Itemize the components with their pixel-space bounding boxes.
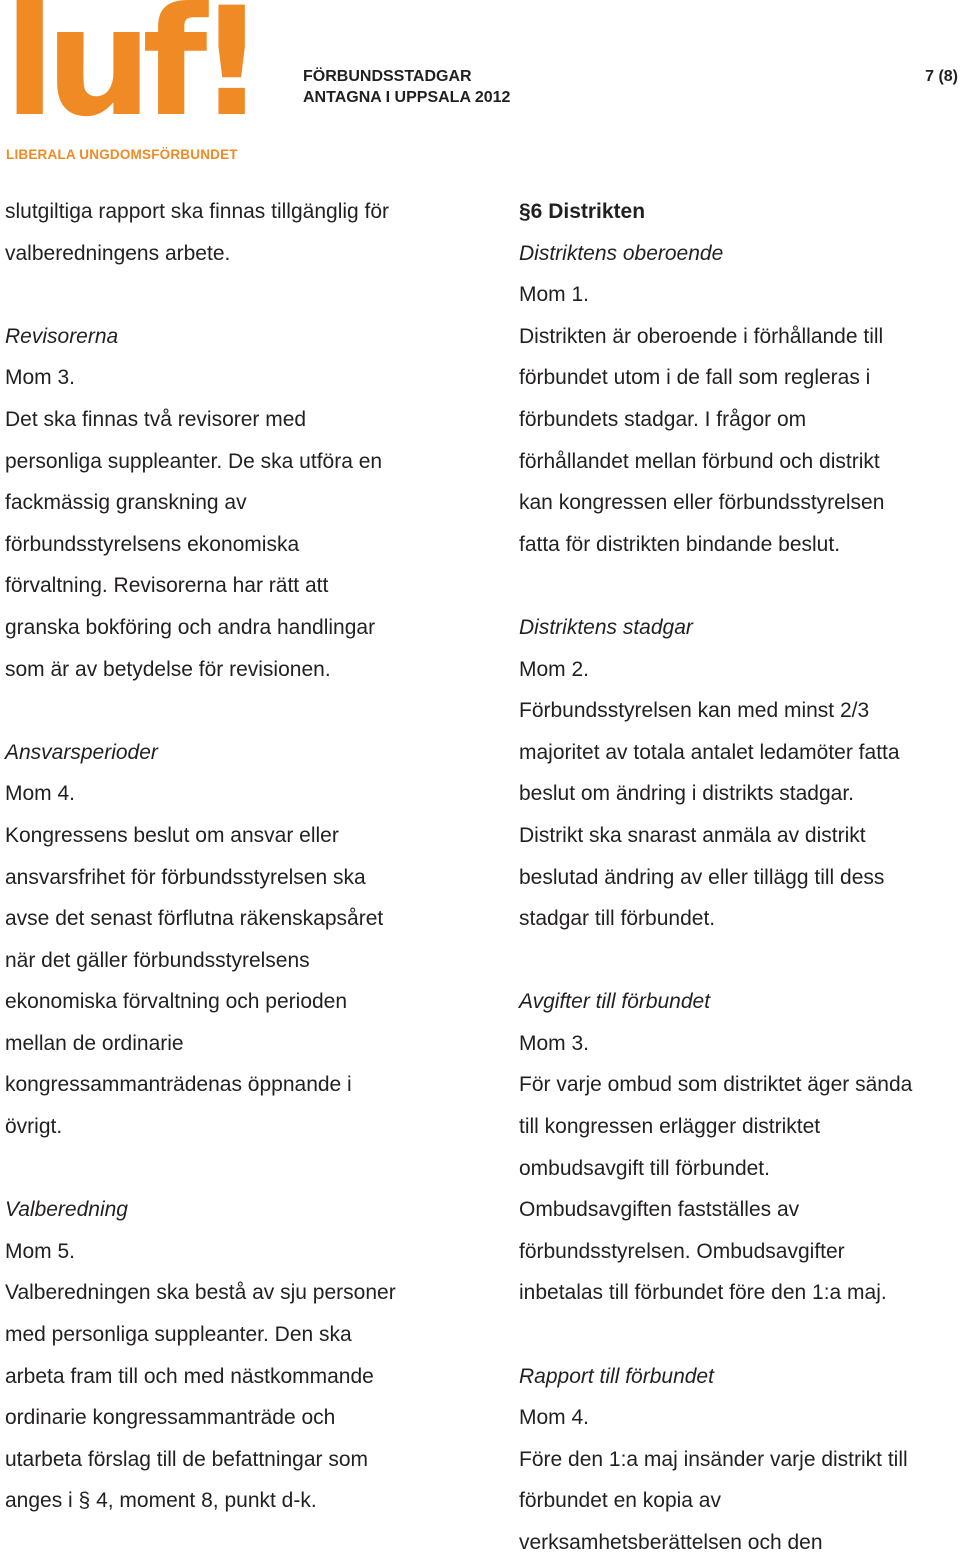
subheading-revisorerna: Revisorerna — [5, 324, 119, 348]
text-line: mellan de ordinarie — [5, 1031, 184, 1055]
text-line: verksamhetsberättelsen och den — [519, 1531, 823, 1554]
text-line: beslut om ändring i distrikts stadgar. — [519, 782, 854, 806]
subheading-avgifter: Avgifter till förbundet — [519, 990, 711, 1014]
text-line: beslutad ändring av eller tillägg till dess — [519, 865, 885, 889]
text-line: fatta för distrikten bindande beslut. — [519, 532, 841, 556]
text-line: utarbeta förslag till de befattningar som — [5, 1447, 369, 1471]
text-line: ombudsavgift till förbundet. — [519, 1156, 770, 1180]
text-line: övrigt. — [5, 1115, 63, 1139]
text-line: majoritet av totala antalet ledamöter fatta — [519, 740, 900, 764]
text-line: när det gäller förbundsstyrelsens — [5, 948, 310, 972]
text-line: Kongressens beslut om ansvar eller — [5, 823, 339, 847]
text-line: förbundet utom i de fall som regleras i — [519, 366, 871, 390]
document-title: FÖRBUNDSSTADGAR — [303, 68, 472, 85]
text-line: förbundsstyrelsens ekonomiska — [5, 532, 300, 556]
document-header — [303, 66, 510, 108]
text-line: Förbundsstyrelsen kan med minst 2/3 — [519, 699, 870, 723]
text-line: valberedningens arbete. — [5, 241, 231, 265]
text-line: ansvarsfrihet för förbundsstyrelsen ska — [5, 865, 366, 889]
subheading-valberedning: Valberedning — [5, 1198, 128, 1222]
text-line: stadgar till förbundet. — [519, 907, 716, 931]
text-line: kongressammanträdenas öppnande i — [5, 1073, 352, 1097]
section-heading: §6 Distrikten — [519, 200, 646, 223]
text-line: Det ska finnas två revisorer med — [5, 407, 307, 431]
text-line: slutgiltiga rapport ska finnas tillgänglig för — [5, 200, 390, 223]
text-line: som är av betydelse för revisionen. — [5, 657, 331, 681]
text-line: förhållandet mellan förbund och distrikt — [519, 449, 880, 473]
left-column — [5, 191, 475, 1522]
mom-label: Mom 5. — [5, 1239, 76, 1263]
text-line: förbundets stadgar. I frågor om — [519, 407, 807, 431]
text-line: fackmässig granskning av — [5, 491, 247, 515]
text-line: inbetalas till förbundet före den 1:a maj. — [519, 1281, 887, 1305]
mom-label: Mom 3. — [519, 1031, 590, 1055]
mom-label: Mom 2. — [519, 657, 590, 681]
text-line: förbundsstyrelsen. Ombudsavgifter — [519, 1239, 845, 1263]
subheading-oberoende: Distriktens oberoende — [519, 241, 724, 265]
text-line: anges i § 4, moment 8, punkt d-k. — [5, 1489, 317, 1513]
text-line: förvaltning. Revisorerna har rätt att — [5, 574, 329, 598]
text-line: arbeta fram till och med nästkommande — [5, 1364, 374, 1388]
text-line: personliga suppleanter. De ska utföra en — [5, 449, 383, 473]
mom-label: Mom 3. — [5, 366, 76, 390]
text-line: kan kongressen eller förbundsstyrelsen — [519, 491, 885, 515]
text-line: ekonomiska förvaltning och perioden — [5, 990, 348, 1014]
logo-tagline: LIBERALA UNGDOMSFÖRBUNDET — [6, 147, 238, 162]
text-line: med personliga suppleanter. Den ska — [5, 1323, 352, 1347]
text-line: ordinarie kongressammanträde och — [5, 1406, 336, 1430]
subheading-ansvarsperioder: Ansvarsperioder — [5, 740, 158, 764]
text-line: Distrikt ska snarast anmäla av distrikt — [519, 823, 866, 847]
text-line: Före den 1:a maj insänder varje distrikt till — [519, 1447, 908, 1471]
text-line: avse det senast förflutna räkenskapsåret — [5, 907, 384, 931]
logo-wordmark: luf! — [4, 0, 256, 150]
luf-logo — [4, 0, 260, 162]
subheading-stadgar: Distriktens stadgar — [519, 615, 693, 639]
text-line: Valberedningen ska bestå av sju personer — [5, 1281, 396, 1305]
mom-label: Mom 4. — [5, 782, 76, 806]
subheading-rapport: Rapport till förbundet — [519, 1364, 714, 1388]
page-number: 7 (8) — [925, 68, 958, 85]
text-line: För varje ombud som distriktet äger sända — [519, 1073, 913, 1097]
right-column — [519, 191, 960, 1564]
text-line: till kongressen erlägger distriktet — [519, 1115, 821, 1139]
text-line: Distrikten är oberoende i förhållande till — [519, 324, 884, 348]
text-line: Ombudsavgiften fastställes av — [519, 1198, 800, 1222]
text-line: granska bokföring och andra handlingar — [5, 615, 376, 639]
mom-label: Mom 1. — [519, 283, 590, 307]
text-line: förbundet en kopia av — [519, 1489, 721, 1513]
mom-label: Mom 4. — [519, 1406, 590, 1430]
document-subtitle: ANTAGNA I UPPSALA 2012 — [303, 89, 511, 106]
